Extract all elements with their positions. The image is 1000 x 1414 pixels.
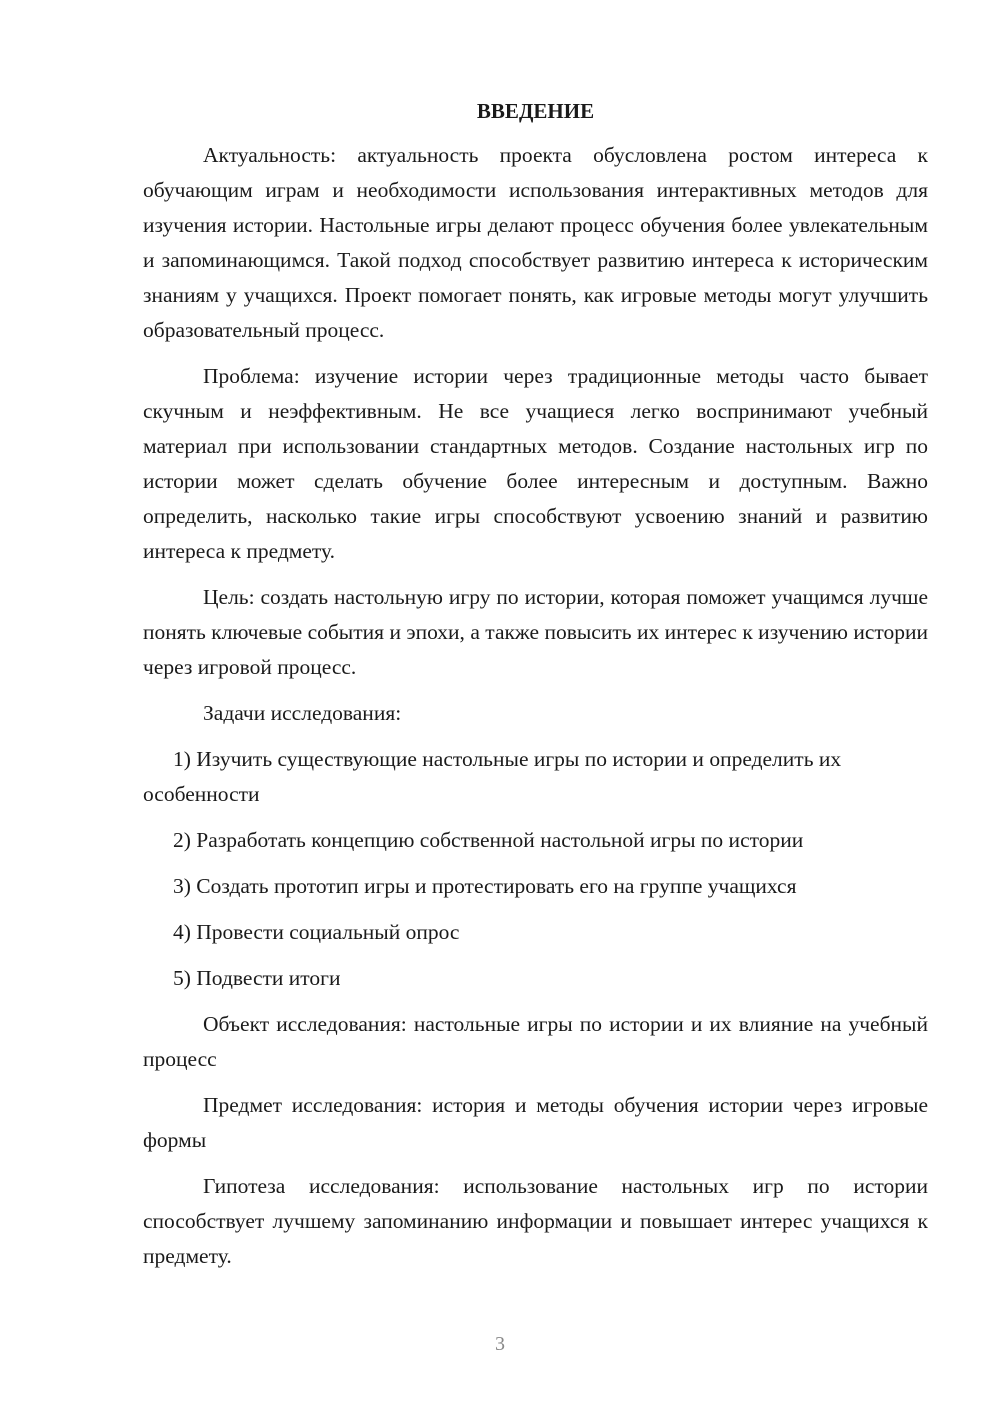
- task-item: 3) Создать прототип игры и протестировать его на группе учащихся: [173, 874, 797, 898]
- task-item: 4) Провести социальный опрос: [173, 920, 460, 944]
- task-item: 5) Подвести итоги: [173, 966, 341, 990]
- subject-paragraph: Предмет исследования: история и методы обучения истории через игровые формы: [143, 1093, 928, 1152]
- hypothesis-paragraph: Гипотеза исследования: использование настольных игр по истории способствует лучшему запоминанию информации и повышает интерес учащихся к предмету.: [143, 1174, 928, 1268]
- relevance-paragraph: Актуальность: актуальность проекта обусловлена ростом интереса к обучающим играм и необходимости использования интерактивных методов для изучения истории. Настольные игры делают процесс обучения более увлекательным и запоминающимся. Такой подход способствует развитию интереса к историческим знаниям у учащихся. Проект помогает понять, как игровые методы могут улучшить образовательный процесс.: [143, 143, 928, 342]
- tasks-title: Задачи исследования:: [203, 701, 402, 725]
- section-heading: ВВЕДЕНИЕ: [476, 99, 595, 123]
- problem-paragraph: Проблема: изучение истории через традиционные методы часто бывает скучным и неэффективным. Не все учащиеся легко воспринимают учебный материал при использовании стандартных методов. Создание настольных игр по истории может сделать обучение более интересным и доступным. Важно определить, насколько такие игры способствуют усвоению знаний и развитию интереса к предмету.: [143, 364, 928, 563]
- tasks-list: [143, 742, 928, 996]
- document-page: [143, 96, 928, 1285]
- page-number: 3: [495, 1333, 505, 1355]
- task-item: 1) Изучить существующие настольные игры по истории и определить их особенности: [143, 747, 842, 806]
- task-item: 2) Разработать концепцию собственной настольной игры по истории: [173, 828, 804, 852]
- goal-paragraph: Цель: создать настольную игру по истории, которая поможет учащимся лучше понять ключевые события и эпохи, а также повысить их интерес к изучению истории через игровой процесс.: [143, 585, 928, 679]
- object-paragraph: Объект исследования: настольные игры по истории и их влияние на учебный процесс: [143, 1012, 928, 1071]
